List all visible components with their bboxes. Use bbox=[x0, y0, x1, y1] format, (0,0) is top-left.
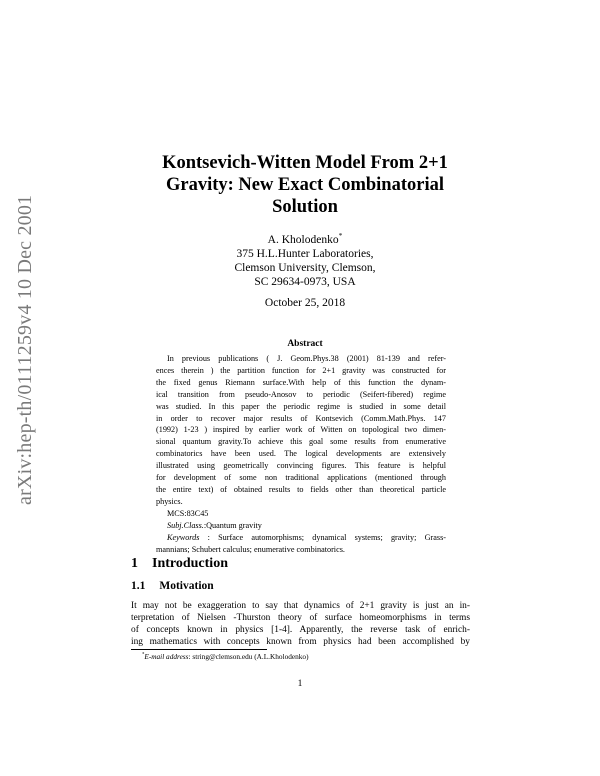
abstract-line: ences therein ) the partition function for 2+1 gravity was constructed for bbox=[156, 365, 446, 375]
subject-class-value: :Quantum gravity bbox=[203, 520, 262, 530]
abstract-line: illustrated using geometrically convincing figures. This feature is helpful bbox=[156, 461, 446, 471]
body-line: of concepts known in physics [1-4]. Apparently, the reverse task of enrich- bbox=[131, 624, 470, 635]
abstract-line: (1992) 1-23 ) inspired by earlier work of Witten on topological two dimen- bbox=[156, 425, 446, 435]
author-name-line bbox=[180, 233, 430, 247]
section-title: Introduction bbox=[152, 556, 228, 571]
paper-date: October 25, 2018 bbox=[264, 297, 346, 309]
subject-class-label: Subj.Class. bbox=[167, 520, 204, 530]
abstract-heading: Abstract bbox=[287, 339, 323, 349]
page-number: 1 bbox=[297, 679, 303, 689]
keywords-line: mannians; Schubert calculus; enumerative combinatorics. bbox=[156, 544, 345, 554]
body-paragraph bbox=[131, 601, 470, 649]
section-number: 1 bbox=[131, 556, 138, 571]
paper-title bbox=[120, 152, 490, 218]
abstract-line: was studied. In this paper the periodic regime is studied in some detail bbox=[156, 401, 446, 411]
abstract-line: sional quantum gravity.To achieve this goal some results from enumerative bbox=[156, 437, 446, 447]
body-line: It may not be exaggeration to say that dynamics of 2+1 gravity is just an in- bbox=[131, 601, 470, 611]
subsection-number: 1.1 bbox=[131, 580, 146, 592]
author-footnote-mark: * bbox=[338, 231, 343, 241]
keywords-value: : Surface automorphisms; dynamical systems; gravity; Grass- bbox=[199, 532, 446, 542]
title-line: Gravity: New Exact Combinatorial bbox=[166, 175, 444, 195]
body-line: ing mathematics with concepts known from physics had been accomplished by bbox=[131, 636, 470, 647]
footnote-rule bbox=[131, 649, 267, 650]
author-name: A. Kholodenko bbox=[267, 234, 339, 246]
title-line: Kontsevich-Witten Model From 2+1 bbox=[162, 153, 448, 173]
subject-class bbox=[156, 520, 446, 532]
keywords-line bbox=[156, 532, 446, 544]
footnote-text: : string@clemson.edu (A.L.Kholodenko) bbox=[188, 652, 309, 661]
footnote-label: E-mail address bbox=[144, 652, 189, 661]
body-line: terpretation of Nielsen -Thurston theory of surface homeomorphisms in terms bbox=[131, 612, 470, 623]
author-address-line: 375 H.L.Hunter Laboratories, bbox=[236, 248, 374, 260]
arxiv-identifier: arXiv:hep-th/0111259v4 10 Dec 2001 bbox=[14, 194, 36, 505]
keywords-label: Keywords bbox=[167, 532, 200, 542]
abstract-line: the fixed genus Riemann surface.With help of this function the dynam- bbox=[156, 377, 446, 387]
abstract-body bbox=[156, 353, 446, 555]
title-line: Solution bbox=[272, 197, 338, 217]
author-address-line: Clemson University, Clemson, bbox=[234, 262, 376, 274]
abstract-line: for development of some non traditional applications (mentioned through bbox=[156, 473, 446, 483]
abstract-line: the entire text) of obtained results to fields other than theoretical particle bbox=[156, 484, 446, 494]
footnote-mark: * bbox=[142, 652, 145, 658]
abstract-line: physics. bbox=[156, 496, 183, 506]
abstract-line: ical transition from pseudo-Anosov to periodic (Seifert-fibered) regime bbox=[156, 389, 446, 399]
author-address-line: SC 29634-0973, USA bbox=[254, 276, 356, 288]
msc-class: MCS:83C45 bbox=[167, 508, 209, 518]
section-heading bbox=[131, 556, 228, 572]
abstract-line: combinatorics have been used. The logical developments are extensively bbox=[156, 449, 446, 459]
subsection-title: Motivation bbox=[159, 580, 214, 592]
footnote bbox=[142, 652, 309, 661]
abstract-line: In previous publications ( J. Geom.Phys.38 (2001) 81-139 and refer- bbox=[167, 354, 446, 363]
subsection-heading bbox=[131, 580, 214, 592]
abstract-line: in order to recover major results of Kontsevich (Comm.Math.Phys. 147 bbox=[156, 413, 446, 423]
author-block bbox=[180, 233, 430, 289]
